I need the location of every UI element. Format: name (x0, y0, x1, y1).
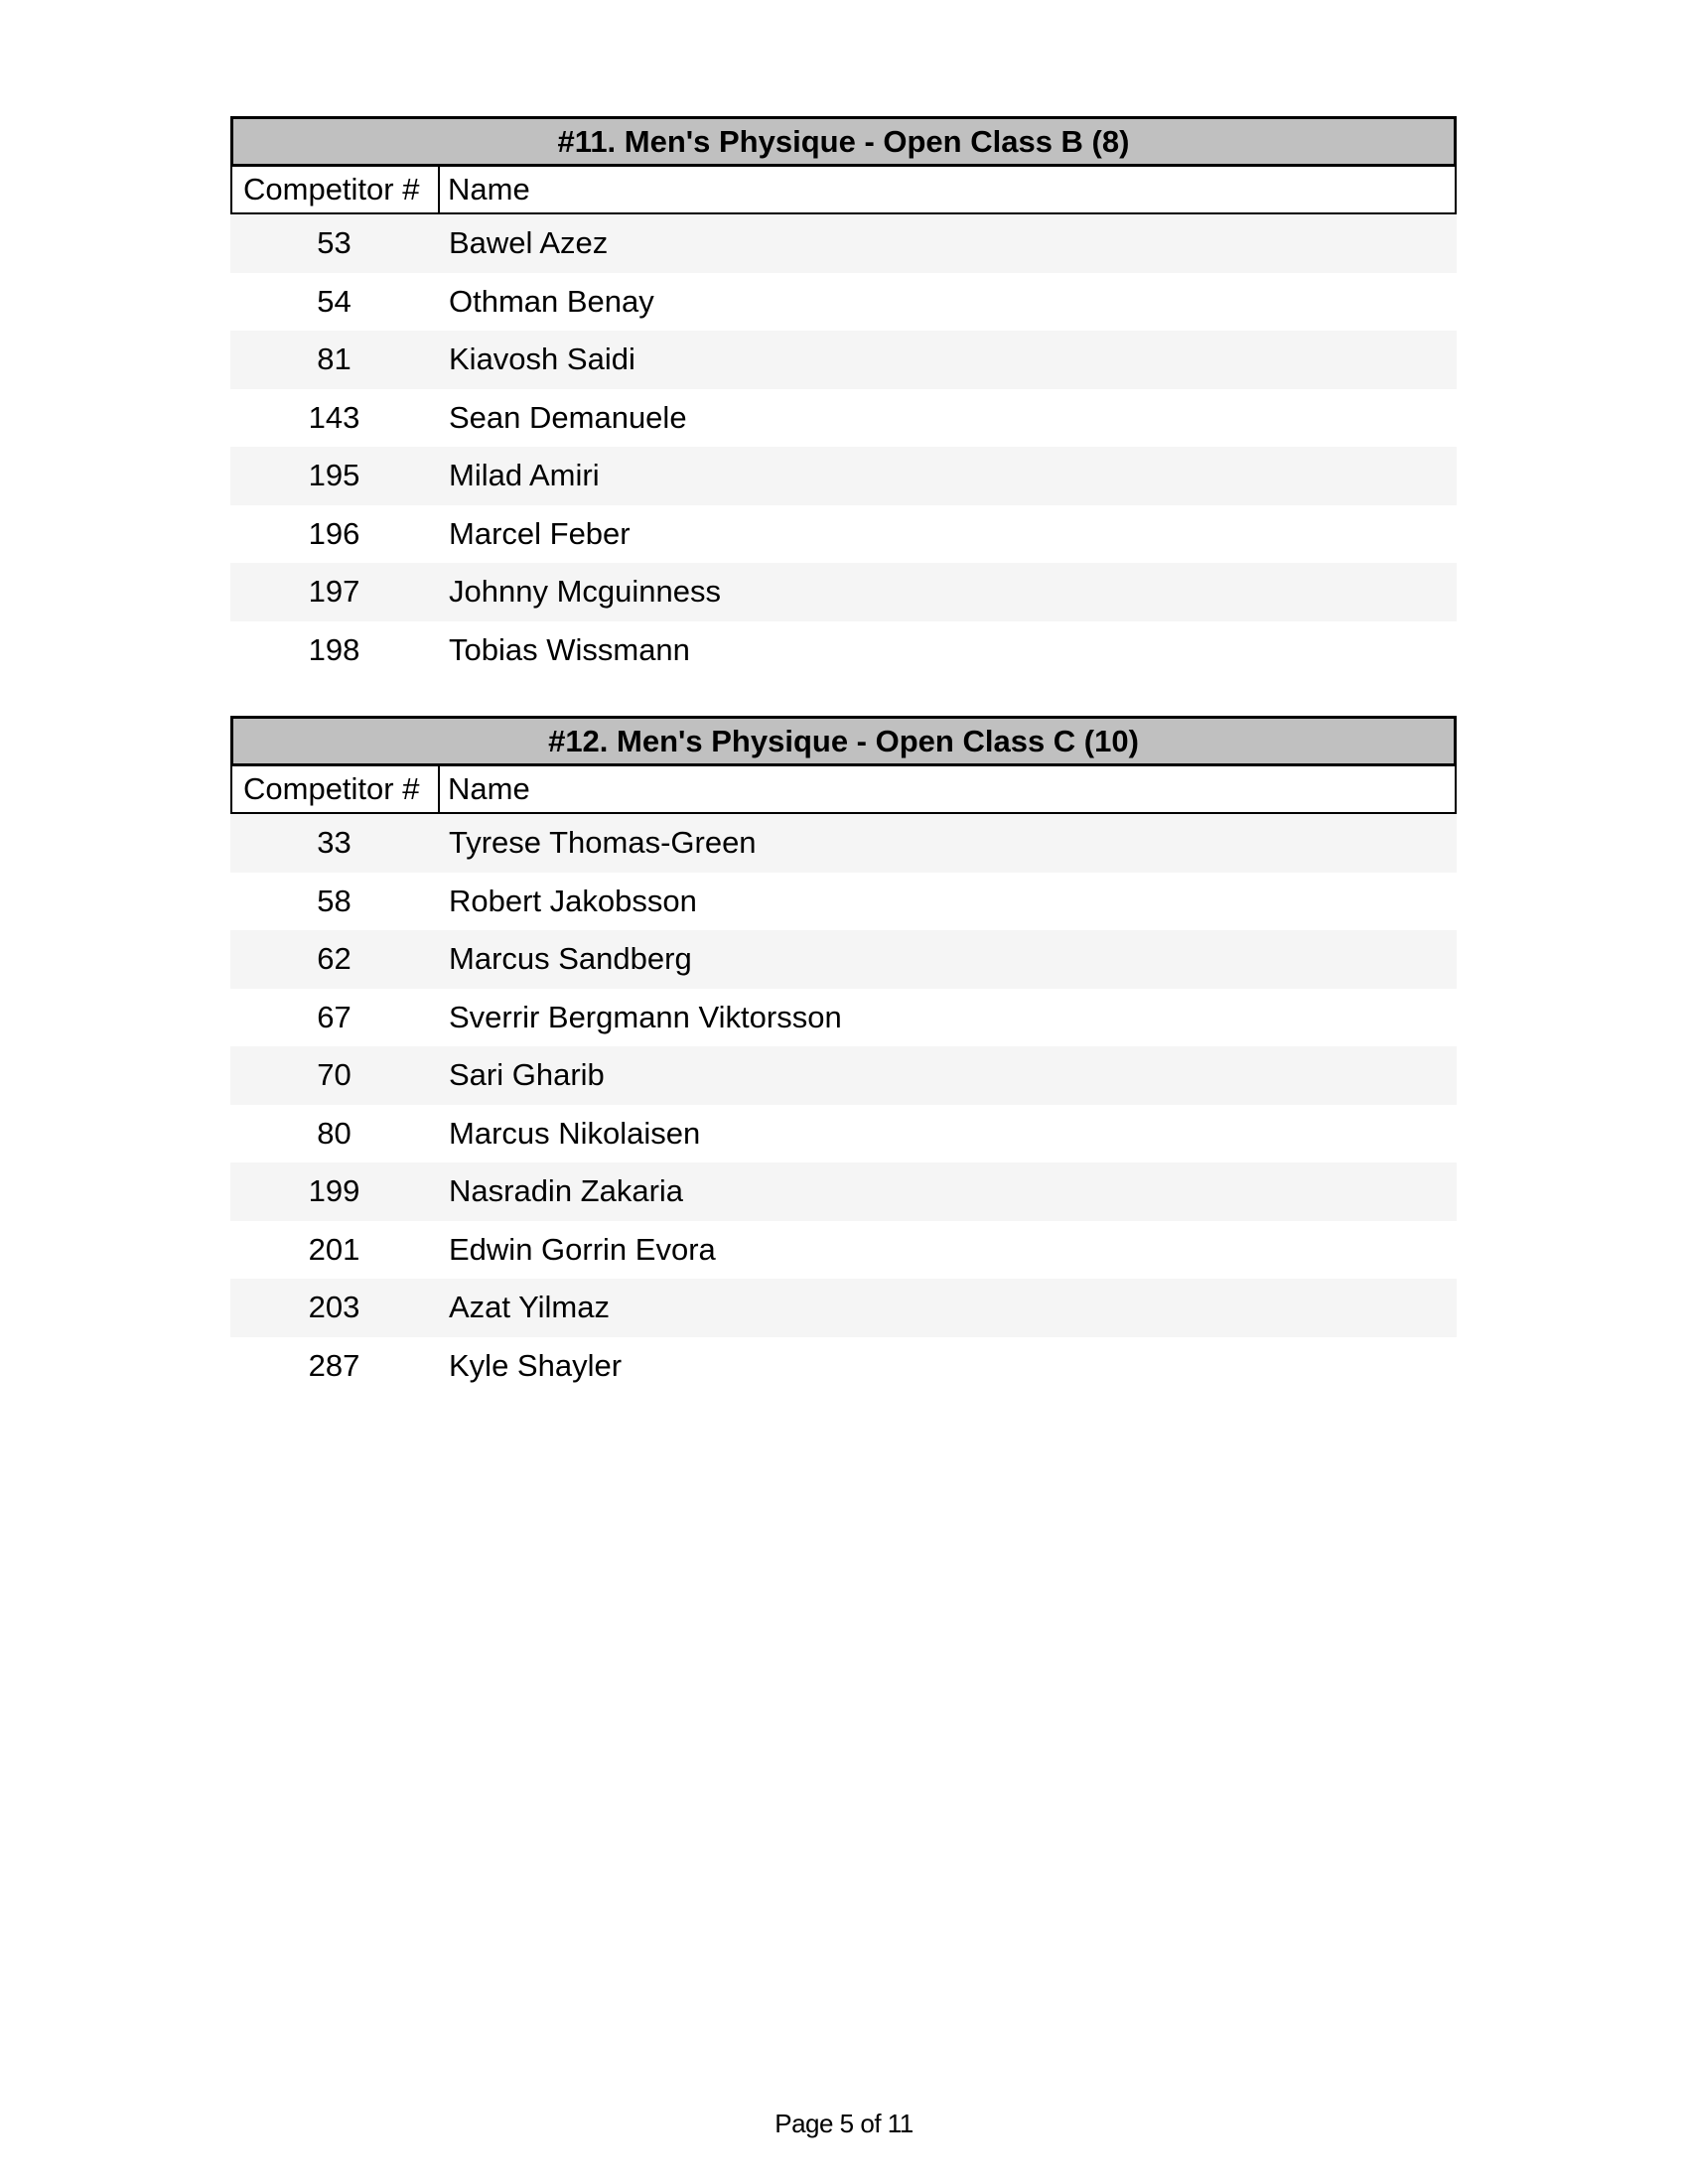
table-row (230, 447, 1457, 505)
competitor-name: Tyrese Thomas-Green (449, 825, 757, 860)
competitor-number: 80 (317, 1115, 352, 1151)
table-header (230, 766, 1457, 814)
competitor-name: Othman Benay (449, 283, 654, 319)
table-row (230, 389, 1457, 448)
table-row (230, 814, 1457, 873)
table-row (230, 505, 1457, 564)
column-header-competitor-number: Competitor # (232, 766, 440, 812)
competitor-number: 33 (317, 825, 352, 860)
class-title: #11. Men's Physique - Open Class B (8) (230, 116, 1457, 167)
competitor-number: 287 (308, 1347, 360, 1383)
competitor-number: 199 (308, 1173, 360, 1208)
competitor-number: 143 (308, 399, 360, 435)
competitor-number: 54 (317, 283, 352, 319)
competitor-number: 201 (308, 1231, 360, 1267)
table-row (230, 621, 1457, 680)
table-body (230, 214, 1457, 679)
table-row (230, 1162, 1457, 1221)
class-title: #12. Men's Physique - Open Class C (10) (230, 716, 1457, 766)
competitor-number: 203 (308, 1290, 360, 1324)
class-table-11 (230, 116, 1457, 679)
competitor-number: 197 (308, 574, 360, 609)
competitor-number: 81 (317, 341, 352, 376)
table-row (230, 989, 1457, 1047)
table-row (230, 930, 1457, 989)
competitor-name: Robert Jakobsson (449, 883, 697, 918)
competitor-number: 58 (317, 883, 352, 918)
table-row (230, 1105, 1457, 1163)
table-row (230, 1221, 1457, 1280)
competitor-number: 67 (317, 999, 352, 1034)
competitor-number: 195 (308, 458, 360, 492)
table-header (230, 167, 1457, 214)
competitor-number: 70 (317, 1057, 352, 1092)
column-header-name: Name (448, 771, 530, 806)
column-header-name: Name (448, 172, 530, 206)
competitor-name: Nasradin Zakaria (449, 1173, 684, 1208)
competitor-name: Sean Demanuele (449, 399, 687, 435)
competitor-number: 196 (308, 515, 360, 551)
table-row (230, 331, 1457, 389)
competitor-name: Bawel Azez (449, 225, 609, 260)
page-number: Page 5 of 11 (774, 2109, 914, 2138)
table-row (230, 1046, 1457, 1105)
table-row (230, 273, 1457, 332)
competitor-name: Marcel Feber (449, 515, 631, 551)
competitor-name: Edwin Gorrin Evora (449, 1231, 716, 1267)
table-row (230, 873, 1457, 931)
competitor-name: Azat Yilmaz (449, 1290, 610, 1324)
competitor-name: Milad Amiri (449, 458, 600, 492)
table-row (230, 1337, 1457, 1396)
competitor-name: Marcus Sandberg (449, 941, 692, 976)
competitor-name: Johnny Mcguinness (449, 574, 721, 609)
competitor-name: Sverrir Bergmann Viktorsson (449, 999, 842, 1034)
table-row (230, 1279, 1457, 1337)
competitor-name: Tobias Wissmann (449, 631, 690, 667)
table-body (230, 814, 1457, 1395)
competitor-name: Marcus Nikolaisen (449, 1115, 701, 1151)
competitor-name: Kiavosh Saidi (449, 341, 635, 376)
competitor-number: 62 (317, 941, 352, 976)
competitor-number: 53 (317, 225, 352, 260)
competitor-number: 198 (308, 631, 360, 667)
class-table-12 (230, 716, 1457, 1395)
competitor-name: Kyle Shayler (449, 1347, 623, 1383)
competitor-name: Sari Gharib (449, 1057, 605, 1092)
table-row (230, 563, 1457, 621)
column-header-competitor-number: Competitor # (232, 167, 440, 212)
table-row (230, 214, 1457, 273)
